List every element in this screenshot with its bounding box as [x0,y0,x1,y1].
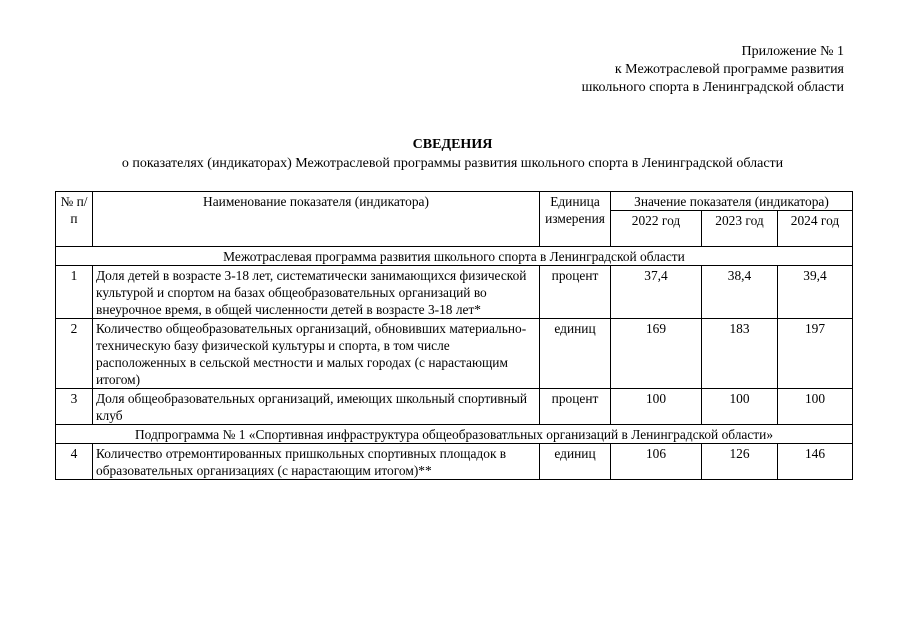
table-row [56,266,853,319]
document-title: СВЕДЕНИЯ [412,137,493,152]
section-title-program: Межотраслевая программа развития школьного спорта в Ленинградской области [56,247,853,266]
appendix-line-2: к Межотраслевой программе развития [614,62,844,77]
header-year-2022: 2022 год [611,211,702,247]
table-row [56,444,853,480]
row-unit: процент [540,266,611,319]
row-value-2023: 38,4 [702,266,778,319]
appendix-line-1: Приложение № 1 [741,44,844,59]
header-num: № п/п [56,192,93,247]
row-value-2022: 37,4 [611,266,702,319]
section-row [56,247,853,266]
indicators-table [55,191,853,480]
row-name: Доля детей в возрасте 3-18 лет, систематически занимающихся физической культурой и спортом на базах общеобразовательных организаций во внеурочное время, в общей численности детей в возрасте 3-18 лет* [93,266,540,319]
row-num: 4 [56,444,93,480]
row-value-2023: 100 [702,389,778,425]
row-value-2023: 183 [702,319,778,389]
header-name: Наименование показателя (индикатора) [93,192,540,247]
row-value-2022: 106 [611,444,702,480]
section-title-subprogram: Подпрограмма № 1 «Спортивная инфраструктура общеобразоватльных организаций в Ленинградской области» [56,425,853,444]
table-row [56,389,853,425]
row-name: Доля общеобразовательных организаций, имеющих школьный спортивный клуб [93,389,540,425]
header-value-group: Значение показателя (индикатора) [611,192,853,211]
row-name: Количество общеобразовательных организаций, обновивших материально-техническую базу физической культуры и спорта, в том числе расположенных в сельской местности и малых городах (с нарастающим итогом) [93,319,540,389]
row-num: 1 [56,266,93,319]
appendix-note [582,43,844,97]
row-value-2024: 146 [778,444,853,480]
row-unit: процент [540,389,611,425]
header-year-2024: 2024 год [778,211,853,247]
table-header-row [56,192,853,211]
row-unit: единиц [540,319,611,389]
section-row [56,425,853,444]
table-row [56,319,853,389]
row-unit: единиц [540,444,611,480]
row-value-2024: 100 [778,389,853,425]
row-num: 2 [56,319,93,389]
row-name: Количество отремонтированных пришкольных спортивных площадок в образовательных организациях (с нарастающим итогом)** [93,444,540,480]
document-subtitle: о показателях (индикаторах) Межотраслевой программы развития школьного спорта в Ленинградской области [121,156,784,171]
row-value-2023: 126 [702,444,778,480]
row-value-2022: 169 [611,319,702,389]
header-unit: Единица измерения [540,192,611,247]
row-value-2024: 197 [778,319,853,389]
row-value-2022: 100 [611,389,702,425]
header-year-2023: 2023 год [702,211,778,247]
appendix-line-3: школьного спорта в Ленинградской области [581,80,844,95]
row-num: 3 [56,389,93,425]
row-value-2024: 39,4 [778,266,853,319]
